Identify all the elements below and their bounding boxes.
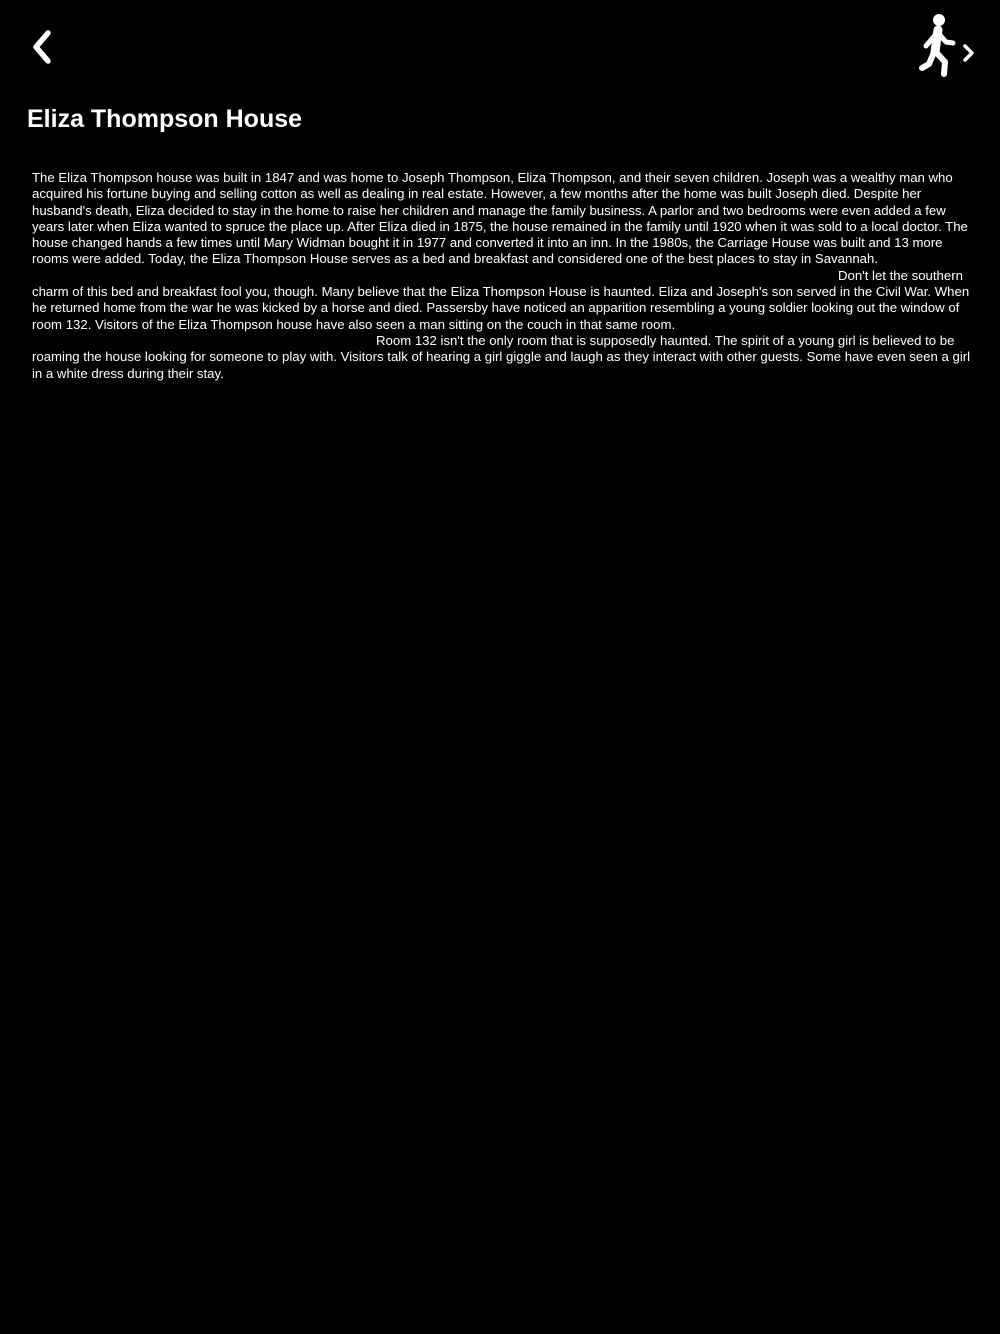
chevron-left-icon bbox=[28, 27, 58, 67]
walk-forward-button[interactable] bbox=[912, 10, 984, 86]
top-navigation-bar bbox=[0, 0, 1000, 96]
walking-person-forward-icon bbox=[912, 10, 984, 86]
page-title: Eliza Thompson House bbox=[27, 105, 303, 133]
description-text bbox=[32, 170, 977, 382]
description-paragraph-3: Room 132 isn't the only room that is supposedly haunted. The spirit of a young girl is believed to be roaming the house looking for someone to play with. Visitors talk of hearing a girl giggle and laugh as they interact with other guests. Some have even seen a girl in a white dress during their stay. bbox=[32, 332, 971, 381]
description-paragraph-1: The Eliza Thompson house was built in 1847 and was home to Joseph Thompson, Eliza Thompson, and their seven children. Joseph was a wealthy man who acquired his fortune buying and selling cotton as well as dealing in real estate. However, a few months after the home was built Joseph died. Despite her husband's death, Eliza decided to stay in the home to raise her children and manage the family business. A parlor and two bedrooms were even added a few years later when Eliza wanted to spruce the place up. After Eliza died in 1875, the house remained in the family until 1920 when it was sold to a local doctor. The house changed hands a few times until Mary Widman bought it in 1977 and converted it into an inn. In the 1980s, the Carriage House was built and 13 more rooms were added. Today, the Eliza Thompson House serves as a bed and breakfast and considered one of the best places to stay in Savannah. bbox=[32, 170, 968, 267]
description-paragraph-2: Don't let the southern charm of this bed and breakfast fool you, though. Many believe that the Eliza Thompson House is haunted. Eliza and Joseph's son served in the Civil War. When he returned home from the war he was kicked by a horse and died. Passersby have noticed an apparition resembling a young soldier looking out the window of room 132. Visitors of the Eliza Thompson house have also seen a man sitting on the couch in that same room. bbox=[32, 267, 970, 332]
back-button[interactable] bbox=[20, 22, 66, 72]
